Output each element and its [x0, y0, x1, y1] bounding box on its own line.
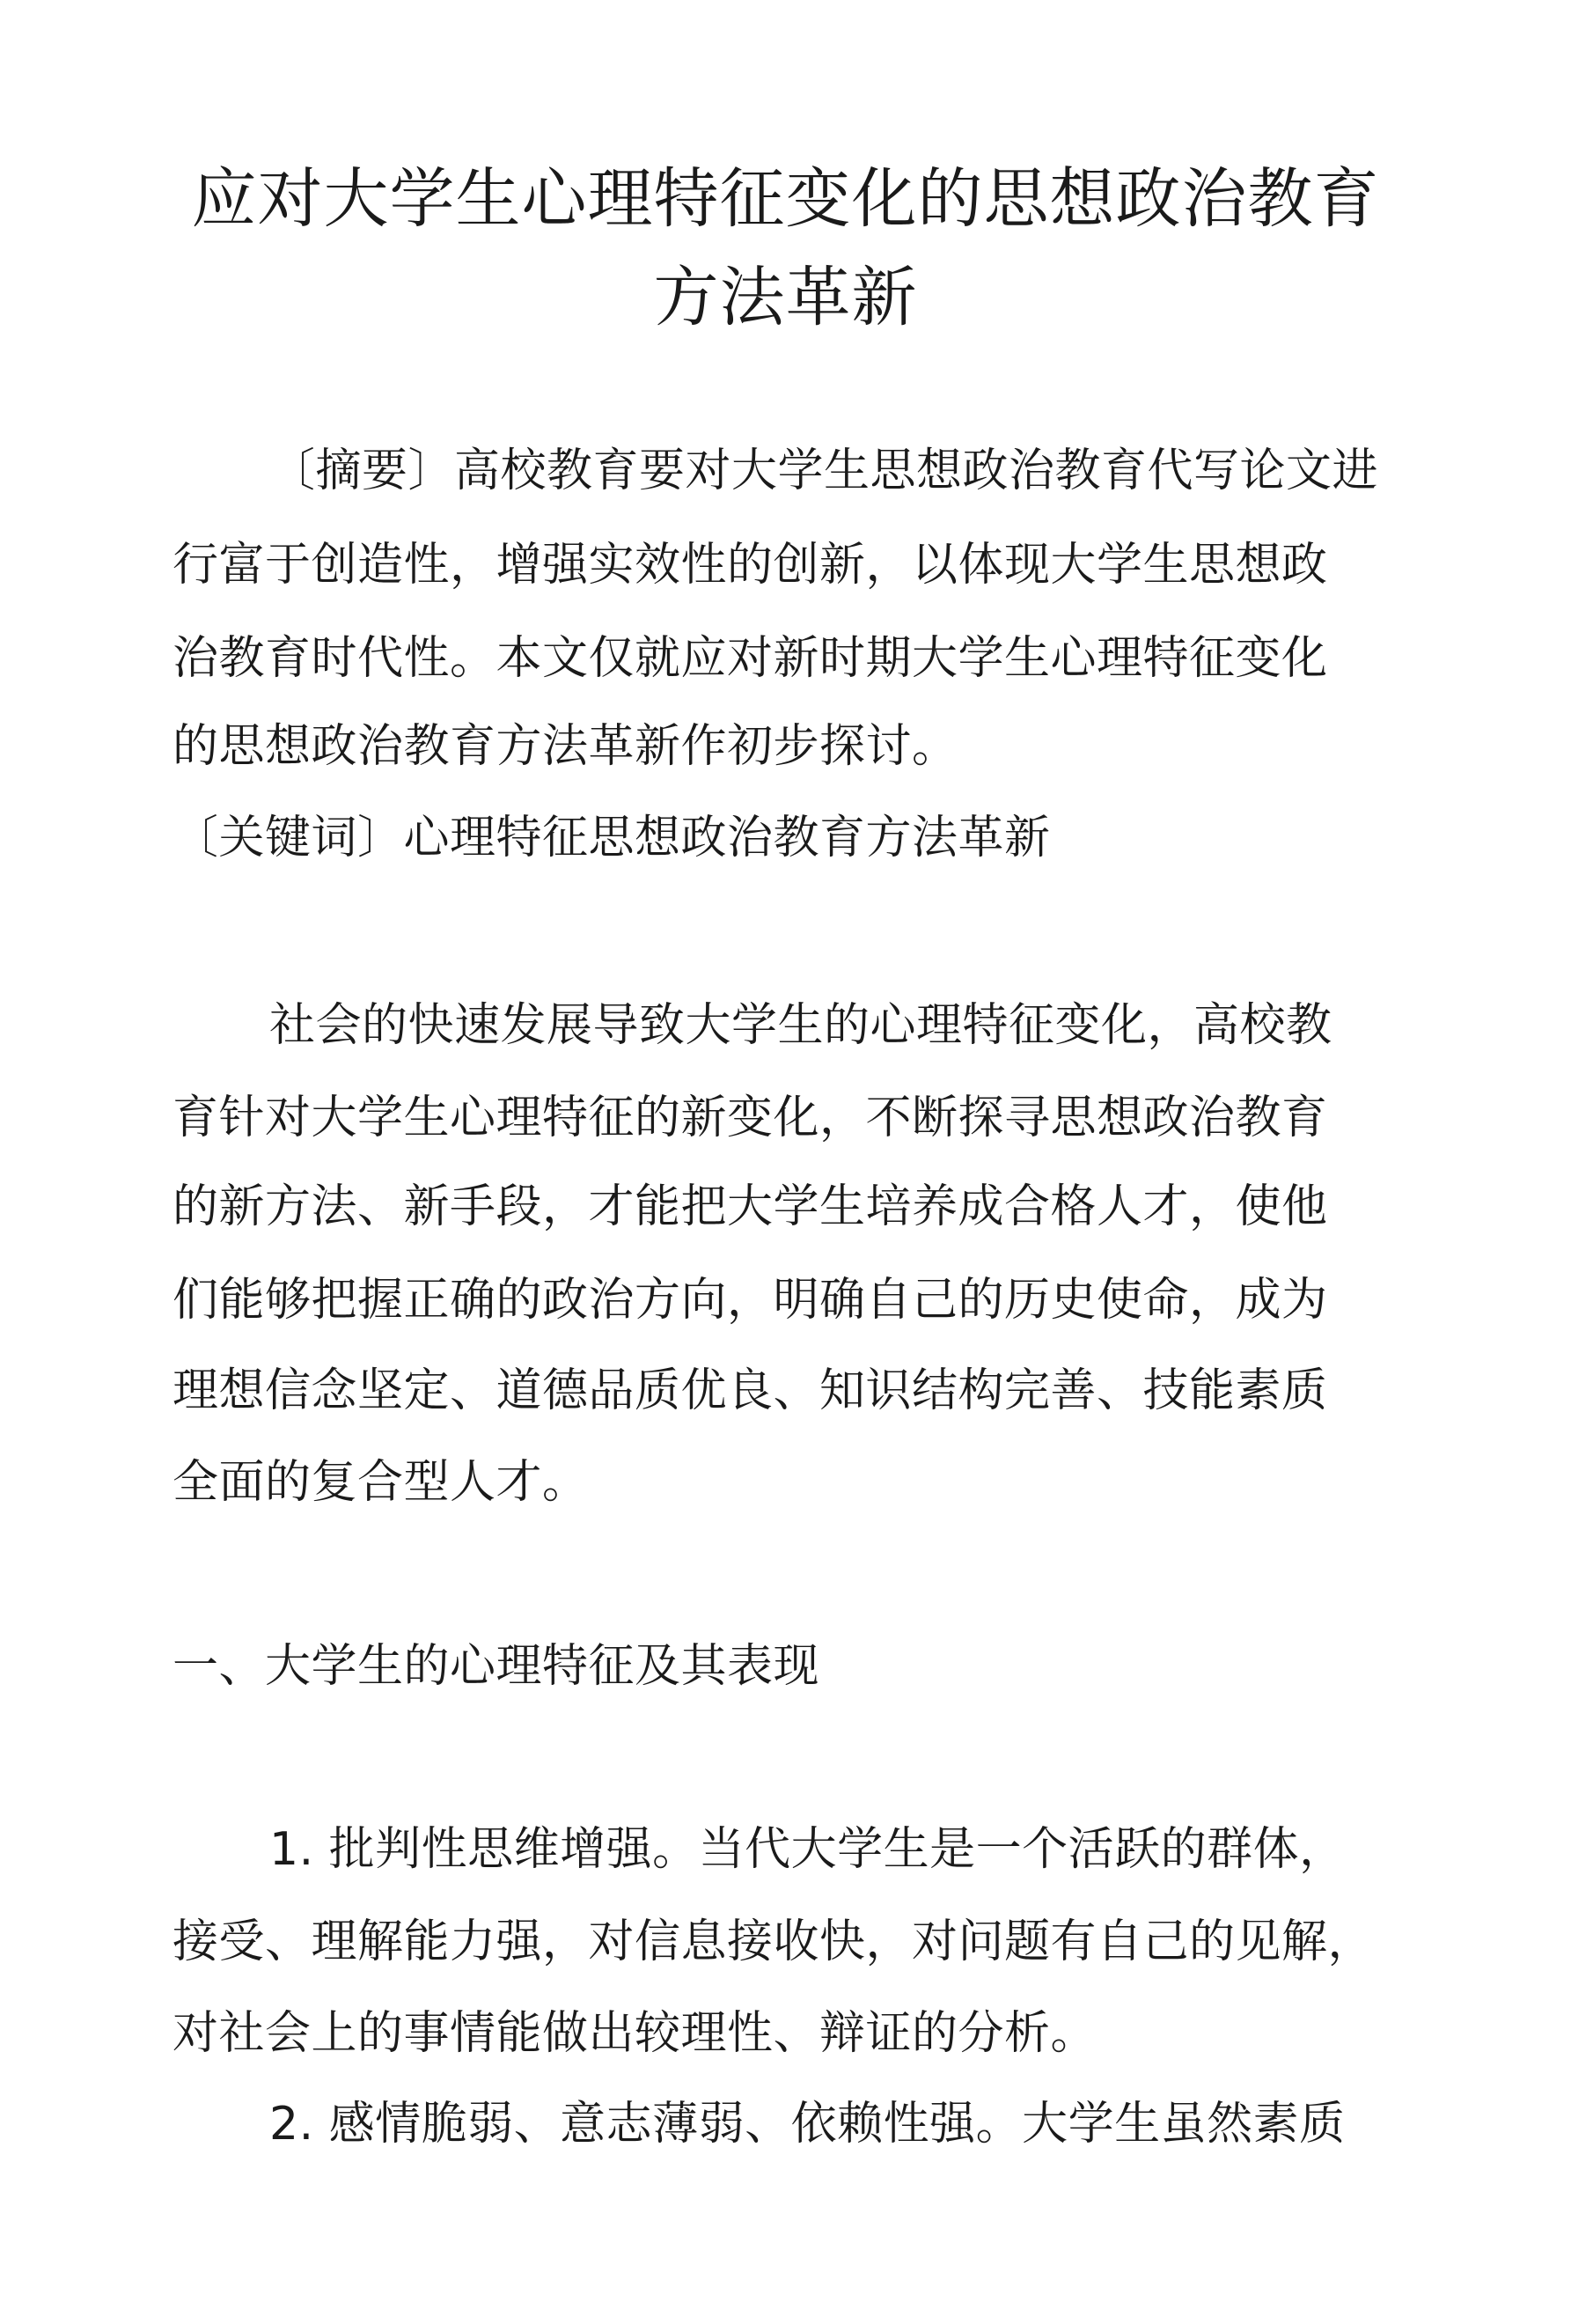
- section-heading-1: 一、大学生的心理特征及其表现: [173, 1640, 820, 1693]
- intro-line-1: 社会的快速发展导致大学生的心理特征变化，高校教: [269, 999, 1332, 1052]
- item1-line-1: 1. 批判性思维增强。当代大学生是一个活跃的群体，: [269, 1823, 1346, 1876]
- title-line-1: 应对大学生心理特征变化的思想政治教育: [191, 161, 1380, 237]
- title-line-2: 方法革新: [653, 260, 918, 335]
- intro-line-6: 全面的复合型人才。: [173, 1456, 589, 1509]
- abstract-line-2: 行富于创造性，增强实效性的创新，以体现大学生思想政: [173, 539, 1328, 592]
- intro-line-3: 的新方法、新手段，才能把大学生培养成合格人才，使他: [173, 1180, 1328, 1233]
- keywords-line: 〔关键词〕心理特征思想政治教育方法革新: [173, 812, 1051, 864]
- intro-line-2: 育针对大学生心理特征的新变化，不断探寻思想政治教育: [173, 1092, 1328, 1144]
- intro-line-4: 们能够把握正确的政治方向，明确自己的历史使命，成为: [173, 1274, 1328, 1327]
- item1-line-3: 对社会上的事情能做出较理性、辩证的分析。: [173, 2007, 1097, 2060]
- intro-line-5: 理想信念坚定、道德品质优良、知识结构完善、技能素质: [173, 1364, 1328, 1417]
- document-title: [150, 150, 1421, 347]
- item1-line-2: 接受、理解能力强，对信息接收快，对问题有自己的见解，: [173, 1916, 1375, 1968]
- item2-line-1: 2. 感情脆弱、意志薄弱、依赖性强。大学生虽然素质: [269, 2098, 1346, 2151]
- abstract-line-4: 的思想政治教育方法革新作初步探讨。: [173, 720, 958, 773]
- abstract-line-3: 治教育时代性。本文仅就应对新时期大学生心理特征变化: [173, 632, 1328, 685]
- abstract-line-1: 〔摘要〕高校教育要对大学生思想政治教育代写论文进: [269, 445, 1379, 497]
